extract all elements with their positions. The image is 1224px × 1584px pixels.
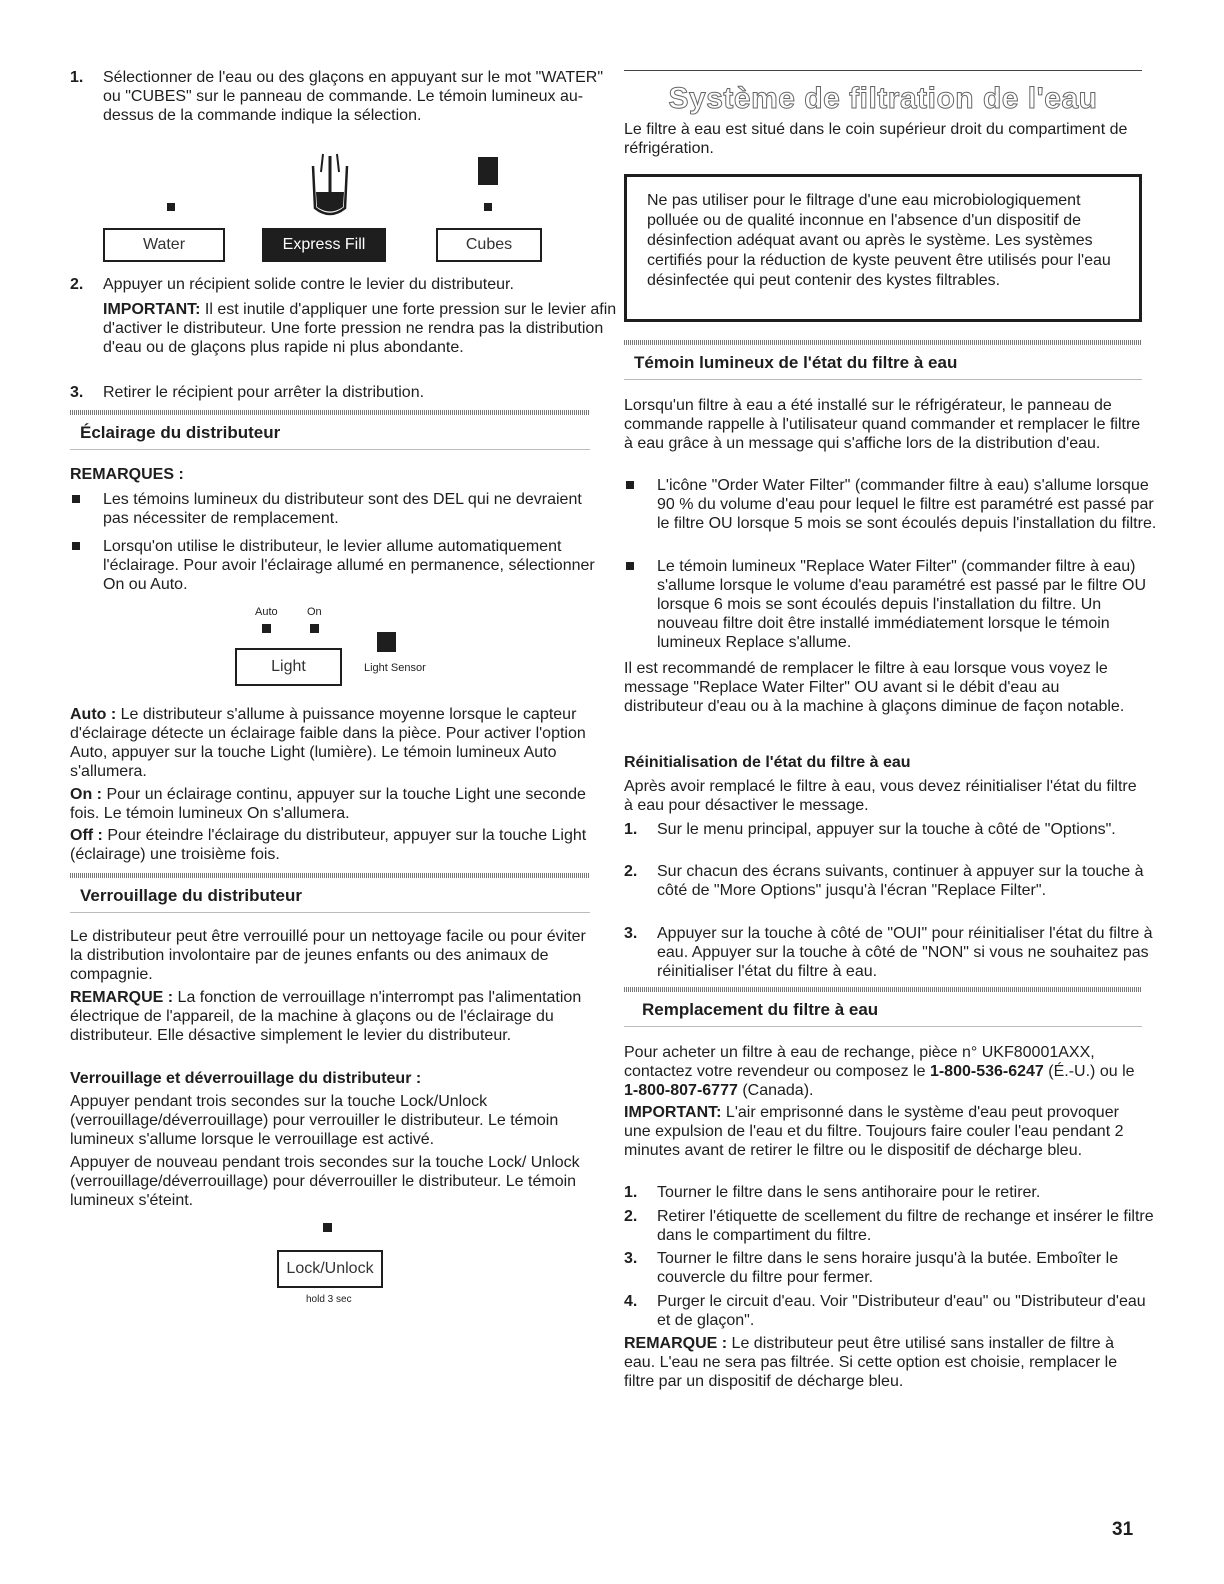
off-desc-label: Off : bbox=[70, 827, 103, 844]
phone-ca: 1-800-807-6777 bbox=[624, 1082, 738, 1099]
remarque-item: Lorsqu'on utilise le distributeur, le levier allume automatiquement l'éclairage. Pour avoir l'éclairage allumé en permanence, sélectionner On ou Auto. bbox=[70, 537, 603, 594]
auto-desc-label: Auto : bbox=[70, 706, 117, 723]
reinit-title: Réinitialisation de l'état du filtre à eau bbox=[624, 754, 911, 771]
water-label: Water bbox=[142, 236, 186, 253]
rempl-step bbox=[624, 1207, 1157, 1245]
step-text: Retirer le récipient pour arrêter la distribution. bbox=[103, 384, 425, 401]
section-title: Éclairage du distributeur bbox=[70, 415, 590, 450]
verrou-remarque bbox=[70, 988, 590, 1045]
important-note bbox=[103, 300, 623, 357]
express-fill-button[interactable] bbox=[262, 228, 386, 262]
rempl-section-header bbox=[624, 987, 1142, 1027]
cubes-button[interactable] bbox=[436, 228, 542, 262]
lock-panel bbox=[70, 1215, 590, 1310]
remarque-text: Le distributeur peut être utilisé sans installer de filtre à eau. L'eau ne sera pas filtrée. Si cette option est choisie, remplacer le filtre par un dispositif de décharge bleu. bbox=[624, 1335, 1118, 1390]
step-text: Sur le menu principal, appuyer sur la touche à côté de "Options". bbox=[657, 821, 1116, 838]
section-title: Remplacement du filtre à eau bbox=[624, 992, 1142, 1027]
cubes-label: Cubes bbox=[465, 236, 513, 253]
page-title: Système de filtration de l'eau bbox=[668, 82, 1098, 115]
verrou-subtitle: Verrouillage et déverrouillage du distributeur : bbox=[70, 1070, 422, 1087]
step-number: 3. bbox=[624, 1250, 638, 1267]
water-indicator bbox=[167, 203, 175, 211]
light-label: Light bbox=[271, 658, 306, 675]
step-1 bbox=[70, 68, 623, 125]
rempl-step bbox=[624, 1183, 1157, 1202]
rempl-step bbox=[624, 1249, 1157, 1287]
auto-label: Auto bbox=[255, 606, 278, 618]
express-fill-label: Express Fill bbox=[282, 236, 366, 253]
step-2 bbox=[70, 275, 623, 357]
step-number: 3. bbox=[70, 384, 84, 401]
phone-us: 1-800-536-6247 bbox=[929, 1063, 1044, 1080]
remarques-label: REMARQUES : bbox=[70, 466, 184, 483]
step-text: Retirer l'étiquette de scellement du filtre de rechange et insérer le filtre dans le compartiment du filtre. bbox=[657, 1208, 1154, 1244]
verrou-p2: Appuyer pendant trois secondes sur la touche Lock/Unlock (verrouillage/déverrouillage) pour verrouiller le distributeur. Le témoin lumineux s'allume lorsque le verrouillage est activé. bbox=[70, 1093, 559, 1148]
rempl-remarque bbox=[624, 1334, 1142, 1391]
reinit-step bbox=[624, 924, 1157, 981]
temoin-section-header bbox=[624, 340, 1142, 380]
step-text: Appuyer sur la touche à côté de "OUI" pour réinitialiser l'état du filtre à eau. Appuyer sur la touche à côté de "NON" si vous ne souhaitez pas réinitialiser l'état du filtre à eau. bbox=[657, 925, 1153, 980]
on-indicator bbox=[310, 624, 319, 633]
step-number: 2. bbox=[624, 1208, 638, 1225]
step-text: Purger le circuit d'eau. Voir "Distributeur d'eau" ou "Distributeur d'eau et de glaçon". bbox=[657, 1293, 1146, 1329]
remarque-label: REMARQUE : bbox=[624, 1335, 728, 1352]
temoin-p2: Il est recommandé de remplacer le filtre à eau lorsque vous voyez le message "Replace Water Filter" OU avant si le débit d'eau au distributeur d'eau ou à la machine à glaçons diminue de façon notable. bbox=[624, 660, 1125, 715]
verrou-p3: Appuyer de nouveau pendant trois secondes sur la touche Lock/ Unlock (verrouillage/déverrouillage) pour déverrouiller le distributeur. Le témoin lumineux s'éteint. bbox=[70, 1154, 580, 1209]
step-number: 2. bbox=[624, 863, 638, 880]
step-number: 3. bbox=[624, 925, 638, 942]
dispenser-panel bbox=[70, 140, 590, 265]
water-button[interactable] bbox=[103, 228, 225, 262]
rempl-text: (Canada). bbox=[737, 1082, 814, 1099]
on-desc bbox=[70, 785, 590, 823]
auto-desc-text: Le distributeur s'allume à puissance moyenne lorsque le capteur d'éclairage détecte un éclairage faible dans la pièce. Pour activer l'option Auto, appuyer sur la touche Light (lumière). Le témoin lumineux Auto s'allumera. bbox=[70, 706, 586, 780]
rempl-step bbox=[624, 1292, 1157, 1330]
off-desc-text: Pour éteindre l'éclairage du distributeur, appuyer sur la touche Light (éclairage) une troisième fois. bbox=[70, 827, 587, 863]
step-number: 2. bbox=[70, 276, 84, 293]
eclairage-section-header bbox=[70, 410, 590, 450]
remarque-item: Les témoins lumineux du distributeur sont des DEL qui ne devraient pas nécessiter de remplacement. bbox=[70, 490, 603, 528]
filter-intro: Le filtre à eau est situé dans le coin supérieur droit du compartiment de réfrigération. bbox=[624, 121, 1128, 157]
light-sensor-label: Light Sensor bbox=[364, 662, 426, 674]
temoin-bullet: Le témoin lumineux "Replace Water Filter" (commander filtre à eau) s'allume lorsque le volume d'eau paramétré est passé par le filtre OU lorsque 6 mois se sont écoulés depuis l'installation du filtre. Un nouveau filtre doit être installé immédiatement lorsque le témoin lumineux Replace s'allume. bbox=[624, 557, 1157, 652]
important-label: IMPORTANT: bbox=[103, 301, 201, 318]
step-text: Sur chacun des écrans suivants, continuer à appuyer sur la touche à côté de "More Options" jusqu'à l'écran "Replace Filter". bbox=[657, 863, 1144, 899]
warning-text: Ne pas utiliser pour le filtrage d'une eau microbiologiquement polluée ou de qualité inconnue en l'absence d'un dispositif de désinfection adéquat avant ou après le système. Les systèmes certifiés pour la réduction de kyste peuvent être utilisés pour l'eau désinfectée qui peut contenir des kystes filtrables. bbox=[647, 192, 1111, 289]
remarque-label: REMARQUE : bbox=[70, 989, 174, 1006]
reinit-step bbox=[624, 820, 1157, 839]
step-number: 1. bbox=[70, 69, 84, 86]
step-number: 4. bbox=[624, 1293, 638, 1310]
hold-label: hold 3 sec bbox=[306, 1294, 352, 1305]
step-text: Sélectionner de l'eau ou des glaçons en appuyant sur le mot "WATER" ou "CUBES" sur le panneau de commande. Le témoin lumineux au-dessus de la commande indique la sélection. bbox=[103, 69, 604, 124]
step-text: Tourner le filtre dans le sens antihoraire pour le retirer. bbox=[657, 1184, 1041, 1201]
glass-icon bbox=[305, 152, 355, 216]
important-label: IMPORTANT: bbox=[624, 1104, 722, 1121]
rempl-important bbox=[624, 1103, 1142, 1160]
title-rule bbox=[624, 70, 1142, 71]
section-title: Verrouillage du distributeur bbox=[70, 878, 590, 913]
rempl-intro bbox=[624, 1043, 1142, 1100]
rempl-text: Pour acheter un filtre à eau de rechange, pièce n° UKF80001AXX, contactez votre revendeur ou composez le bbox=[624, 1044, 1095, 1080]
remarque-text: La fonction de verrouillage n'interrompt pas l'alimentation électrique de l'appareil, de la machine à glaçons ou de l'éclairage du distributeur. Elle désactive simplement le levier du distributeur. bbox=[70, 989, 582, 1044]
light-button[interactable] bbox=[235, 648, 342, 686]
on-desc-text: Pour un éclairage continu, appuyer sur la touche Light une seconde fois. Le témoin lumineux On s'allumera. bbox=[70, 786, 586, 822]
lock-unlock-label: Lock/Unlock bbox=[286, 1260, 374, 1277]
step-text: Appuyer un récipient solide contre le levier du distributeur. bbox=[103, 276, 514, 293]
lock-indicator bbox=[323, 1223, 332, 1232]
step-number: 1. bbox=[624, 821, 638, 838]
warning-box bbox=[624, 174, 1142, 322]
step-text: Tourner le filtre dans le sens horaire jusqu'à la butée. Emboîter le couvercle du filtre pour fermer. bbox=[657, 1250, 1119, 1286]
important-text: L'air emprisonné dans le système d'eau peut provoquer une expulsion de l'eau et du filtre. Toujours faire couler l'eau pendant 2 minutes avant de retirer le filtre ou le dispositif de décharge bleu. bbox=[624, 1104, 1124, 1159]
temoin-p1: Lorsqu'un filtre à eau a été installé sur le réfrigérateur, le panneau de commande rappelle à l'utilisateur quand commander et remplacer le filtre à eau grâce à un message qui s'affiche lors de la distribution d'eau. bbox=[624, 397, 1141, 452]
verrou-intro: Le distributeur peut être verrouillé pour un nettoyage facile ou pour éviter la distribution involontaire par de jeunes enfants ou des animaux de compagnie. bbox=[70, 928, 586, 983]
on-desc-label: On : bbox=[70, 786, 102, 803]
verrou-section-header bbox=[70, 873, 590, 913]
section-title: Témoin lumineux de l'état du filtre à eau bbox=[624, 345, 1142, 380]
light-panel bbox=[70, 600, 590, 690]
on-label: On bbox=[307, 606, 322, 618]
step-3 bbox=[70, 383, 623, 402]
cubes-indicator bbox=[484, 203, 492, 211]
temoin-bullet: L'icône "Order Water Filter" (commander filtre à eau) s'allume lorsque 90 % du volume d'eau pour lequel le filtre est paramétré est passé par le filtre OU lorsque 5 mois se sont écoulés depuis l'installation du filtre. bbox=[624, 476, 1157, 533]
light-sensor bbox=[377, 632, 396, 652]
cubes-big-indicator bbox=[478, 157, 498, 185]
lock-unlock-button[interactable] bbox=[277, 1250, 383, 1288]
page-number: 31 bbox=[1112, 1519, 1134, 1540]
reinit-step bbox=[624, 862, 1157, 900]
auto-desc bbox=[70, 705, 590, 781]
rempl-text: (É.-U.) ou le bbox=[1043, 1063, 1135, 1080]
off-desc bbox=[70, 826, 590, 864]
important-text: Il est inutile d'appliquer une forte pression sur le levier afin d'activer le distributeur. Une forte pression ne rendra pas la distribution d'eau ou de glaçons plus rapide ni plus abondante. bbox=[103, 301, 617, 356]
step-number: 1. bbox=[624, 1184, 638, 1201]
reinit-intro: Après avoir remplacé le filtre à eau, vous devez réinitialiser l'état du filtre à eau pour désactiver le message. bbox=[624, 778, 1137, 814]
auto-indicator bbox=[262, 624, 271, 633]
